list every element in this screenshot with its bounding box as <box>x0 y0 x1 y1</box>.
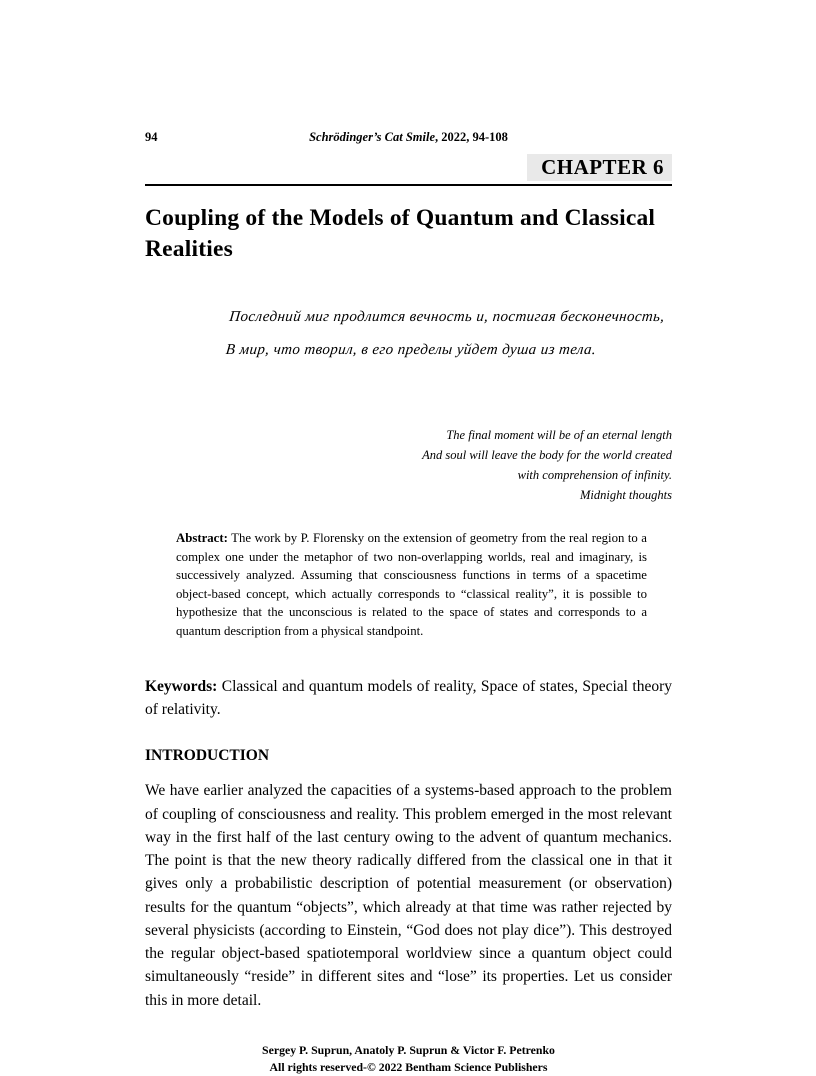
epigraph-line-1: Последний миг продлится вечность и, постигая бесконечность, <box>228 309 666 326</box>
running-header <box>145 130 672 147</box>
translation-line-2: And soul will leave the body for the world created <box>422 448 672 463</box>
page-footer <box>145 1042 672 1076</box>
chapter-label: CHAPTER 6 <box>527 154 672 181</box>
epigraph-attribution: Midnight thoughts <box>579 488 672 503</box>
chapter-title: Coupling of the Models of Quantum and Classical Realities <box>145 205 656 263</box>
translation-line-3: with comprehension of infinity. <box>517 468 672 483</box>
running-title <box>145 130 672 145</box>
introduction-paragraph: We have earlier analyzed the capacities of a systems-based approach to the problem of coupling of consciousness and reality. This problem emerged in the most relevant way in the first half of the last century owing to the advent of quantum mechanics. The point is that the new theory radically differed from the classical one in that it gives only a probabilistic description of potential measurement (or observation) results for the quantum “objects”, which already at that time was rather rejected by several physicists (according to Einstein, “God does not play dice”). This destroyed the regular object-based spatiotemporal worldview since a quantum object could simultaneously “reside” in different sites and “lose” its properties. Let us consider this in more detail. <box>145 782 672 1009</box>
page-number: 94 <box>145 130 158 144</box>
translation-line-1: The final moment will be of an eternal length <box>446 428 672 443</box>
footer-rights: All rights reserved-© 2022 Bentham Science Publishers <box>269 1059 548 1074</box>
keywords <box>145 676 672 721</box>
chapter-header-rule <box>145 154 672 186</box>
journal-citation: , 2022, 94-108 <box>435 130 508 144</box>
epigraph-translation <box>145 425 672 485</box>
keywords-text: Classical and quantum models of reality, Space of states, Special theory of relativity. <box>145 678 672 718</box>
epigraph <box>224 301 672 367</box>
introduction-heading: INTRODUCTION <box>145 747 270 765</box>
epigraph-line-2: В мир, что творил, в его пределы уйдет душа из тела. <box>225 342 598 359</box>
keywords-label: Keywords: <box>145 678 218 696</box>
abstract <box>176 529 647 640</box>
journal-title: Schrödinger’s Cat Smile <box>309 130 436 144</box>
abstract-label: Abstract: <box>176 531 228 546</box>
abstract-text: The work by P. Florensky on the extension of geometry from the real region to a complex one under the metaphor of two non-overlapping worlds, real and imaginary, is successively analyzed. Assuming that consciousness functions in terms of a spacetime object-based concept, which actually corresponds to “classical reality”, it is possible to hypothesize that the unconscious is related to the space of states and corresponds to a quantum description from a physical standpoint. <box>176 531 647 638</box>
footer-authors: Sergey P. Suprun, Anatoly P. Suprun & Victor F. Petrenko <box>262 1042 555 1057</box>
